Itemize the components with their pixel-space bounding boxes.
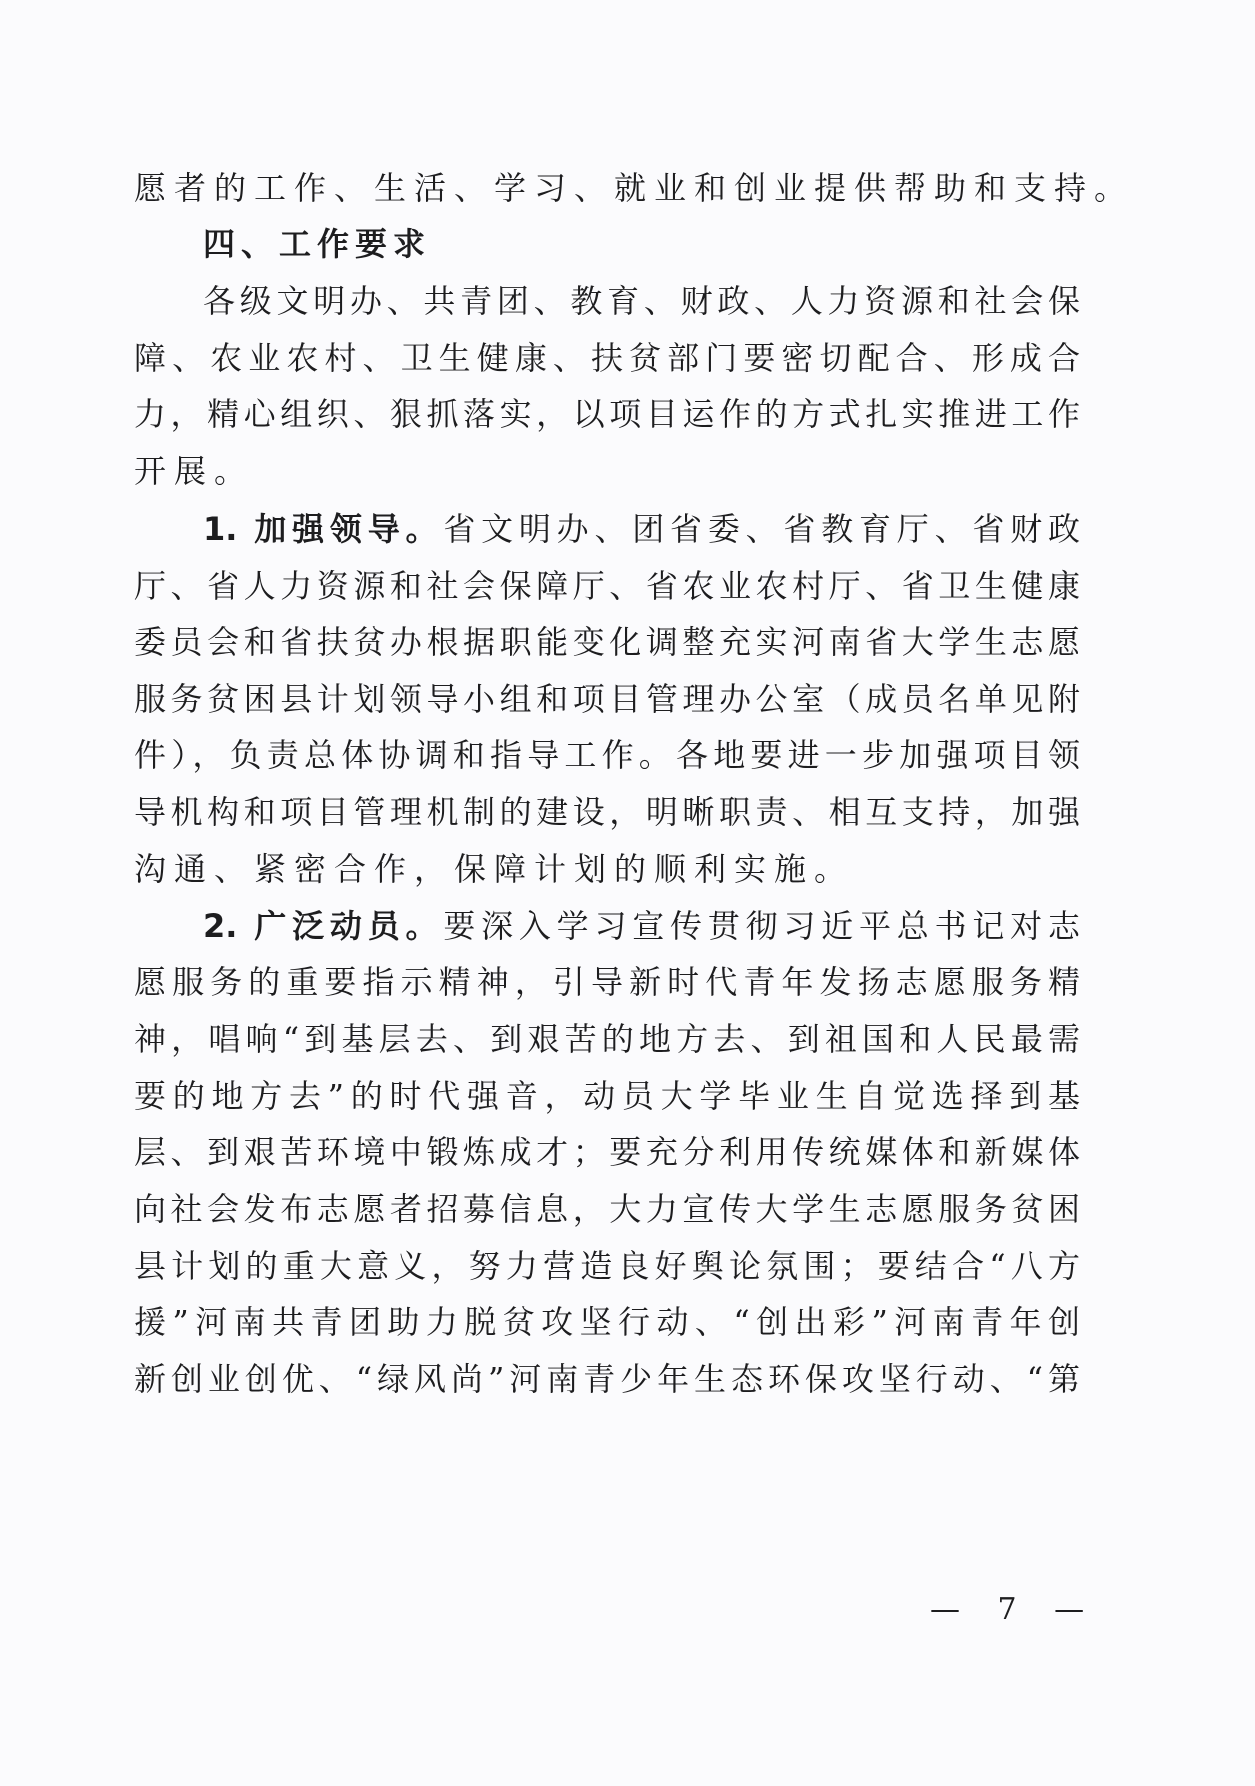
paragraph-line [203,509,1080,549]
item-text: 省文明办、团省委、省教育厅、省财政 [443,510,1080,548]
item-lead: 1. 加强领导。 [203,510,444,548]
paragraph-line: 委员会和省扶贫办根据职能变化调整充实河南省大学生志愿 [134,623,1080,661]
paragraph-line: 开展。 [134,452,255,490]
paragraph-line: 要的地方去”的时代强音，动员大学毕业生自觉选择到基 [134,1077,1080,1115]
paragraph-line [203,906,1080,946]
section-heading: 四、工作要求 [203,225,432,263]
paragraph-line: 各级文明办、共青团、教育、财政、人力资源和社会保 [203,282,1080,320]
paragraph-line: 服务贫困县计划领导小组和项目管理办公室（成员名单见附 [134,680,1080,718]
paragraph-line: 县计划的重大意义，努力营造良好舆论氛围；要结合“八方 [134,1247,1080,1285]
item-lead: 2. 广泛动员。 [203,907,444,945]
paragraph-line: 件），负责总体协调和指导工作。各地要进一步加强项目领 [134,736,1080,774]
paragraph-line: 力，精心组织、狠抓落实，以项目运作的方式扎实推进工作 [134,395,1080,433]
paragraph-line: 愿服务的重要指示精神，引导新时代青年发扬志愿服务精 [134,963,1080,1001]
paragraph-line: 援”河南共青团助力脱贫攻坚行动、“创出彩”河南青年创 [134,1303,1080,1341]
paragraph-line: 向社会发布志愿者招募信息，大力宣传大学生志愿服务贫困 [134,1190,1080,1228]
paragraph-line: 沟通、紧密合作，保障计划的顺利实施。 [134,850,855,888]
paragraph-line: 厅、省人力资源和社会保障厅、省农业农村厅、省卫生健康 [134,567,1080,605]
paragraph-line: 愿者的工作、生活、学习、就业和创业提供帮助和支持。 [134,169,1135,207]
paragraph-line: 新创业创优、“绿风尚”河南青少年生态环保攻坚行动、“第 [134,1360,1080,1398]
paragraph-line: 层、到艰苦环境中锻炼成才；要充分利用传统媒体和新媒体 [134,1133,1080,1171]
paragraph-line: 神，唱响“到基层去、到艰苦的地方去、到祖国和人民最需 [134,1020,1080,1058]
item-text: 要深入学习宣传贯彻习近平总书记对志 [443,907,1080,945]
paragraph-line: 障、农业农村、卫生健康、扶贫部门要密切配合、形成合 [134,339,1080,377]
page-number: — 7 — [930,1592,1099,1627]
paragraph-line: 导机构和项目管理机制的建设，明晰职责、相互支持，加强 [134,793,1080,831]
